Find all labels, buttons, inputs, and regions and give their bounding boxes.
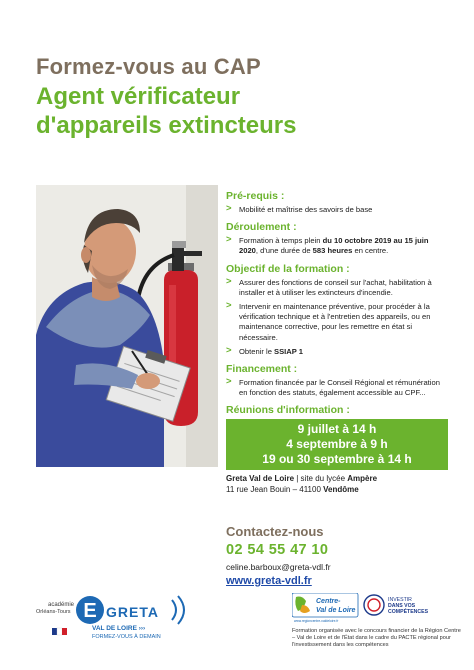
svg-text:E: E xyxy=(83,600,97,622)
greta-wordmark: GRETA xyxy=(106,604,159,620)
deroulement-hours: 583 heures xyxy=(312,246,353,256)
investir-line-3: COMPÉTENCES xyxy=(388,609,429,615)
meeting-location xyxy=(226,473,448,484)
academie-label: académie xyxy=(48,602,75,608)
investir-line-2: DANS VOS xyxy=(388,603,416,609)
deroulement-dates: du 10 octobre 2019 au 15 juin 2020 xyxy=(239,236,429,256)
objectif-item-1 xyxy=(226,275,448,298)
lycee-name: Ampère xyxy=(347,474,378,484)
site-text: | site du lycée xyxy=(294,474,348,484)
flyer-title xyxy=(36,82,456,140)
region-name-1: Centre- xyxy=(316,598,341,605)
prereq-item xyxy=(226,205,448,215)
title-line-1: Agent vérificateur xyxy=(36,83,241,110)
academie-greta-logo xyxy=(22,590,192,660)
technician-photo xyxy=(36,185,218,467)
contact-heading: Contactez-nous xyxy=(226,524,324,539)
deroulement-text-1: Formation à temps plein xyxy=(239,236,323,246)
objectif-heading: Objectif de la formation : xyxy=(226,262,350,275)
meeting-date: 4 septembre à 9 h xyxy=(286,437,388,452)
greta-slogan: FORMEZ-VOUS À DEMAIN xyxy=(92,634,161,640)
technician-illustration xyxy=(36,185,218,467)
financement-text: Formation financée par le Conseil Régional et rémunération en fonction des statuts, également accessible au CPF... xyxy=(239,378,440,398)
objectif-text-2: Intervenir en maintenance préventive, pour procéder à la vérification technique et à l'entretien des appareils, ou en maintenance corrective, pour les remettre en état si nécessaire. xyxy=(239,302,431,342)
academie-sub-label: Orléans-Tours xyxy=(36,609,71,615)
chevron-right-icon: > xyxy=(226,300,232,312)
greta-region-label: VAL DE LOIRE ››› xyxy=(92,625,146,632)
objectif-item-2 xyxy=(226,302,448,343)
deroulement-heading: Déroulement : xyxy=(226,221,297,234)
deroulement-item xyxy=(226,236,448,256)
investir-line-1: INVESTIR xyxy=(388,597,412,603)
title-line-2: d'appareils extincteurs xyxy=(36,112,297,139)
prereq-text: Mobilité et maîtrise des savoirs de base xyxy=(239,205,373,214)
greta-logo-icon xyxy=(22,590,192,660)
deroulement-text-3: , d'une durée de xyxy=(255,246,313,256)
contact-phone[interactable]: 02 54 55 47 10 xyxy=(226,542,329,558)
contact-email[interactable]: celine.barboux@greta-vdl.fr xyxy=(226,562,331,572)
objectif-item-3 xyxy=(226,344,448,357)
meeting-address xyxy=(226,484,448,495)
meeting-date: 19 ou 30 septembre à 14 h xyxy=(262,452,412,467)
website-link[interactable]: www.greta-vdl.fr xyxy=(226,575,312,587)
financement-heading: Financement : xyxy=(226,363,298,376)
chevron-right-icon: > xyxy=(226,376,232,388)
meeting-date: 9 juillet à 14 h xyxy=(297,422,377,437)
ssiap-label: SSIAP 1 xyxy=(274,346,304,356)
info-column xyxy=(226,190,448,495)
region-url: www.regioncentre-valdeloire.fr xyxy=(294,619,339,623)
deroulement-text-5: en centre. xyxy=(352,246,389,256)
city-name: Vendôme xyxy=(323,485,359,495)
address-text: 11 rue Jean Bouin – 41100 xyxy=(226,485,324,495)
prereq-heading: Pré-requis : xyxy=(226,190,285,202)
reunions-heading: Réunions d'information : xyxy=(226,404,350,417)
greta-name: Greta Val de Loire xyxy=(226,474,295,484)
financement-item xyxy=(226,378,448,398)
objectif-text-3: Obtenir le xyxy=(239,346,275,356)
meeting-dates-box xyxy=(226,419,448,470)
chevron-right-icon: > xyxy=(226,234,232,246)
chevron-right-icon: > xyxy=(226,275,232,287)
chevron-right-icon: > xyxy=(226,203,232,214)
funding-note: Formation organisée avec le concours financier de la Région Centre – Val de Loire et de l'État dans le cadre du PACTE régional pour l'investissement dans les compétences xyxy=(292,628,461,648)
chevron-right-icon: > xyxy=(226,344,232,356)
partner-logos xyxy=(292,593,462,623)
objectif-text-1: Assurer des fonctions de conseil sur l'achat, habilitation à installer et à utiliser les extincteurs d'incendie. xyxy=(239,277,432,297)
region-logo-icon xyxy=(292,593,462,623)
flyer-kicker: Formez-vous au CAP xyxy=(36,54,261,79)
region-name-2: Val de Loire xyxy=(316,607,356,614)
